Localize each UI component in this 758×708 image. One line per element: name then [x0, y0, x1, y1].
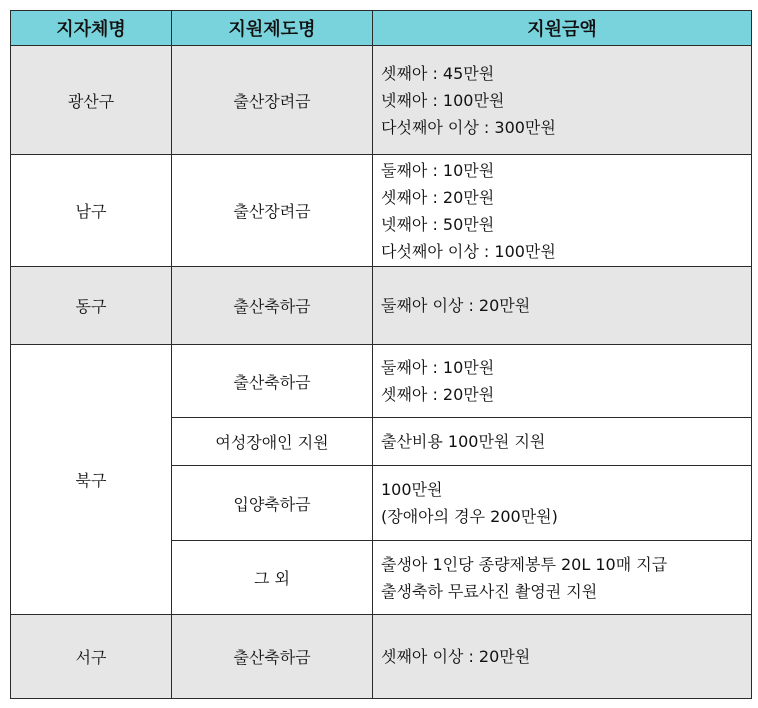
header-district: 지자체명 [11, 11, 172, 46]
table-row [11, 46, 752, 155]
amount-line: 출산비용 100만원 지원 [381, 432, 546, 451]
table-row [11, 155, 752, 267]
amount-line: 넷째아 : 50만원 [381, 214, 495, 234]
program-cell: 출산축하금 [172, 267, 373, 345]
amount-line: 둘째아 : 10만원 [381, 160, 495, 180]
table-row [11, 345, 752, 418]
amount-cell [373, 615, 752, 699]
district-cell: 서구 [11, 615, 172, 699]
amount-cell [373, 267, 752, 345]
program-cell: 출산축하금 [172, 345, 373, 418]
amount-line: 다섯째아 이상 : 100만원 [381, 241, 556, 261]
amount-line: 출생아 1인당 종량제봉투 20L 10매 지급 [381, 554, 668, 574]
program-cell: 출산축하금 [172, 615, 373, 699]
program-cell: 여성장애인 지원 [172, 418, 373, 466]
table-row [11, 267, 752, 345]
header-amount: 지원금액 [373, 11, 752, 46]
amount-line: 셋째아 이상 : 20만원 [381, 647, 531, 666]
amount-cell [373, 155, 752, 267]
support-table [10, 10, 752, 699]
amount-line: 넷째아 : 100만원 [381, 90, 505, 110]
district-cell: 남구 [11, 155, 172, 267]
program-cell: 출산장려금 [172, 155, 373, 267]
amount-line: 셋째아 : 20만원 [381, 187, 495, 207]
header-row [11, 11, 752, 46]
amount-cell [373, 418, 752, 466]
district-cell: 광산구 [11, 46, 172, 155]
amount-cell [373, 46, 752, 155]
amount-line: 둘째아 : 10만원 [381, 358, 495, 377]
table-row [11, 615, 752, 699]
amount-line: 출생축하 무료사진 촬영권 지원 [381, 581, 598, 601]
amount-line: 둘째아 이상 : 20만원 [381, 296, 531, 315]
amount-line: 셋째아 : 45만원 [381, 63, 495, 83]
amount-cell [373, 541, 752, 615]
amount-line: 셋째아 : 20만원 [381, 385, 495, 404]
program-cell: 그 외 [172, 541, 373, 615]
program-cell: 입양축하금 [172, 466, 373, 541]
amount-line: (장애아의 경우 200만원) [381, 507, 558, 526]
amount-line: 100만원 [381, 480, 443, 499]
amount-line: 다섯째아 이상 : 300만원 [381, 117, 556, 137]
amount-cell [373, 466, 752, 541]
header-program: 지원제도명 [172, 11, 373, 46]
program-cell: 출산장려금 [172, 46, 373, 155]
amount-cell [373, 345, 752, 418]
district-cell: 동구 [11, 267, 172, 345]
district-cell: 북구 [11, 345, 172, 615]
